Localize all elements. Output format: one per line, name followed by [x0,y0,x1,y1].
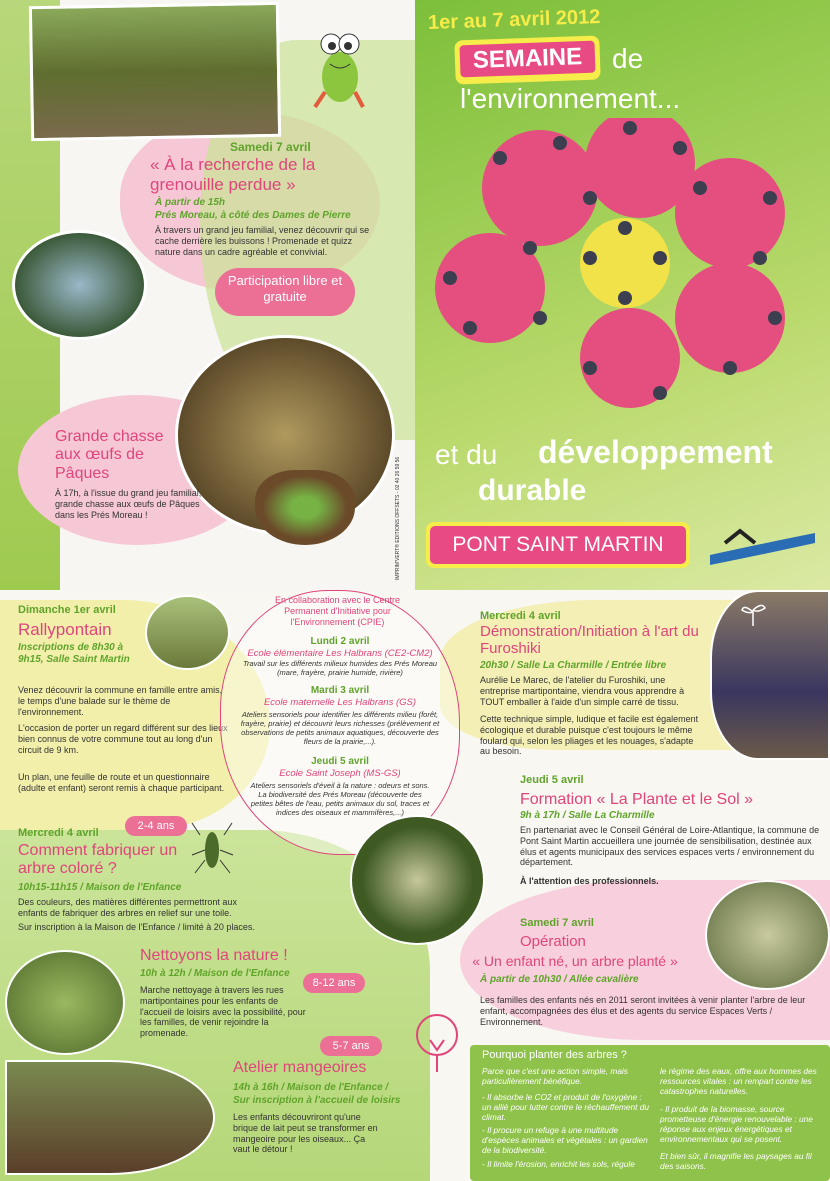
arbre-date: Mercredi 4 avril [18,827,99,839]
sat-title: « À la recherche de la grenouille perdue » [150,155,316,194]
town-logo [705,525,820,570]
arbre-sub: 10h15-11h15 / Maison de l'Enfance [18,882,182,893]
mangeoires-sub2: Sur inscription à l'accueil de loisirs [233,1095,401,1106]
formation-sub: 9h à 17h / Salle La Charmille [520,810,655,821]
mangeoires-photo [5,1060,215,1175]
pourquoi-r2: - Il produit de la biomasse, source prometteuse d'énergie renouvelable : une réponse aux enjeux énergétiques et environnementaux qui se posent. [660,1104,813,1144]
arbre-p1: Des couleurs, des matières différentes permettront aux enfants de fabriquer des arbres en relief sur une toile. [18,897,237,918]
furoshiki-photo [710,590,830,760]
mangeoires-age-badge: 5-7 ans [320,1036,382,1056]
sat-date: Samedi 7 avril [230,140,311,154]
pourquoi-r1: le régime des eaux, offre aux hommes des ressources vitales : un rempart contre les catastrophes naturelles. [660,1066,817,1096]
mangeoires-title: Atelier mangeoires [233,1059,367,1076]
rally-p2: L'occasion de porter un regard différent sur des lieux bien connus de votre commune tout au long d'un circuit de 9 km. [18,723,228,755]
sat-place: Prés Moreau, à côté des Dames de Pierre [155,210,351,221]
pourquoi-intro: Parce que c'est une action simple, mais particulièrement bénéfique. [482,1066,628,1086]
cpie-s3: Ecole Saint Joseph (MS-GS) [279,768,401,779]
sat-desc: À travers un grand jeu familial, venez découvrir qui se cache derrière les buissons ! Promenade et quizz nature dans un cadre agréable et convivial. [155,225,370,257]
pourquoi-l1: - Il absorbe le CO2 et produit de l'oxygène : un allié pour lutter contre le réchauffement du climat. [482,1092,649,1122]
operation-photo [705,880,830,990]
furoshiki-title: Démonstration/Initiation à l'art du Furoshiki [480,623,699,657]
participation-text: Participation libre et gratuite [227,273,343,305]
tree-illustration [410,1010,465,1075]
rally-date: Dimanche 1er avril [18,604,116,616]
children-garden-photo [29,2,281,141]
cpie-d1: Lundi 2 avril [310,636,370,647]
children-flower-photo [430,118,825,408]
arbre-title: Comment fabriquer un arbre coloré ? [18,842,178,877]
operation-title2: « Un enfant né, un arbre planté » [472,953,678,969]
operation-sub: À partir de 10h30 / Allée cavalière [480,974,639,985]
mangeoires-p: Les enfants découvriront qu'une brique de lait peut se transformer en mangeoire pour les oiseaux... Ça vaut le détour ! [233,1112,378,1155]
formation-date: Jeudi 5 avril [520,774,584,786]
nettoyons-sub: 10h à 12h / Maison de l'Enfance [140,968,290,979]
cpie-t2: Ateliers sensoriels pour identifier les différents milieu (forêt, frayère, prairie) et découvrir leurs richesses (prélèvement et observations de petits animaux aquatiques, découverte des fleurs de la prairie,...). [240,710,440,746]
rally-photo [145,595,230,670]
cpie-s1: Ecole élémentaire Les Halbrans (CE2-CM2) [247,648,433,659]
furoshiki-sub: 20h30 / Salle La Charmille / Entrée libre [480,660,667,671]
rally-p1: Venez découvrir la commune en famille entre amis, le temps d'une balade sur le thème de l'environnement. [18,685,223,717]
forest-path-photo [350,815,485,945]
cover-dev: développement [538,434,773,470]
arbre-age-badge: 2-4 ans [125,816,187,836]
formation-note: À l'attention des professionnels. [520,876,659,886]
pourquoi-l3: - Il limite l'érosion, enrichit les sols, régule [482,1159,635,1169]
cover-durable: durable [478,474,587,507]
cover-dates: 1er au 7 avril 2012 [427,5,601,35]
cover-de: de [612,43,644,74]
semaine-label: SEMAINE [459,41,595,78]
formation-title: Formation « La Plante et le Sol » [520,791,754,808]
cover-et-du: et du [435,439,498,470]
nettoyons-photo [5,950,125,1055]
chasse-desc: À 17h, à l'issue du grand jeu familial, grande chasse aux œufs de Pâques dans les Prés Moreau ! [55,488,202,520]
town-label: PONT SAINT MARTIN [430,526,686,564]
cpie-intro: En collaboration avec le Centre Permanent d'Initiative pour l'Environnement (CPIE) [274,595,401,627]
rally-p3: Un plan, une feuille de route et un questionnaire (adulte et enfant) seront remis à chaque participant. [18,772,225,793]
cover-env: l'environnement... [460,83,681,114]
operation-date: Samedi 7 avril [520,917,594,929]
operation-p: Les familles des enfants nés en 2011 seront invitées à venir planter l'arbre de leur enfant, accompagnées des élus et des agents du service Espaces Verts / Environnement. [480,995,806,1027]
nettoyons-age-badge: 8-12 ans [303,973,365,993]
cpie-d3: Jeudi 5 avril [311,756,369,767]
furoshiki-date: Mercredi 4 avril [480,610,561,622]
easter-basket [255,470,355,545]
arbre-p2: Sur inscription à la Maison de l'Enfance / limité à 20 places. [18,922,255,932]
formation-p: En partenariat avec le Conseil Général de Loire-Atlantique, la commune de Pont Saint Martin accueillera une journée de sensibilisation, destinée aux élus et agents municipaux des services espaces verts / environnement du département. [520,825,820,868]
nettoyons-title: Nettoyons la nature ! [140,947,288,964]
operation-title: Opération [520,933,586,950]
rally-title: Rallypontain [18,620,112,639]
pourquoi-title: Pourquoi planter des arbres ? [482,1049,627,1061]
pourquoi-r3: Et bien sûr, il magnifie les paysages au fil des saisons. [660,1151,812,1171]
cpie-s2: Ecole maternelle Les Halbrans (GS) [263,697,417,708]
imprim-vert-credit: IMPRIM'VERT® EDITIONS OFFSETS - 02 40 26 59 56 [395,456,401,580]
mangeoires-sub1: 14h à 16h / Maison de l'Enfance / [233,1082,389,1093]
sat-time: À partir de 15h [155,197,226,208]
cpie-t3: Ateliers sensoriels d'éveil à la nature : odeurs et sons. La biodiversité des Prés Moreau (découverte des petites bêtes de l'eau, petits animaux du sol, traces et indices des oiseaux et mammifères,...) [250,781,430,817]
nettoyons-p: Marche nettoyage à travers les rues martipontaines pour les enfants de l'accueil de loisirs avec la possibilité, pour les familles, de venir rejoindre la promenade. [140,985,306,1039]
pourquoi-l2: - Il procure un refuge à une multitude d'espèces animales et végétales : un gardien de la biodiversité. [482,1125,648,1155]
furoshiki-p2: Cette technique simple, ludique et facile est également écologique et durable puisque c'est toujours le même foulard qui, selon les pliages et les nouages, s'adapte au besoin. [480,714,699,757]
cpie-d2: Mardi 3 avril [310,685,370,696]
rally-inscriptions: Inscriptions de 8h30 à 9h15, Salle Saint Martin [18,642,130,665]
pond-photo [12,230,147,340]
frog-illustration [305,22,375,112]
chasse-title: Grande chasse aux œufs de Pâques [55,428,164,482]
sprout-icon [738,598,768,628]
cpie-t1: Travail sur les différents milieux humides des Prés Moreau (mare, frayère, prairie humide, rivière) [242,659,438,677]
furoshiki-p1: Aurélie Le Marec, de l'atelier du Furoshiki, une entreprise martipontaine, viendra vous apprendre à TOUT emballer à l'aide d'un simple carré de tissu. [480,675,685,707]
